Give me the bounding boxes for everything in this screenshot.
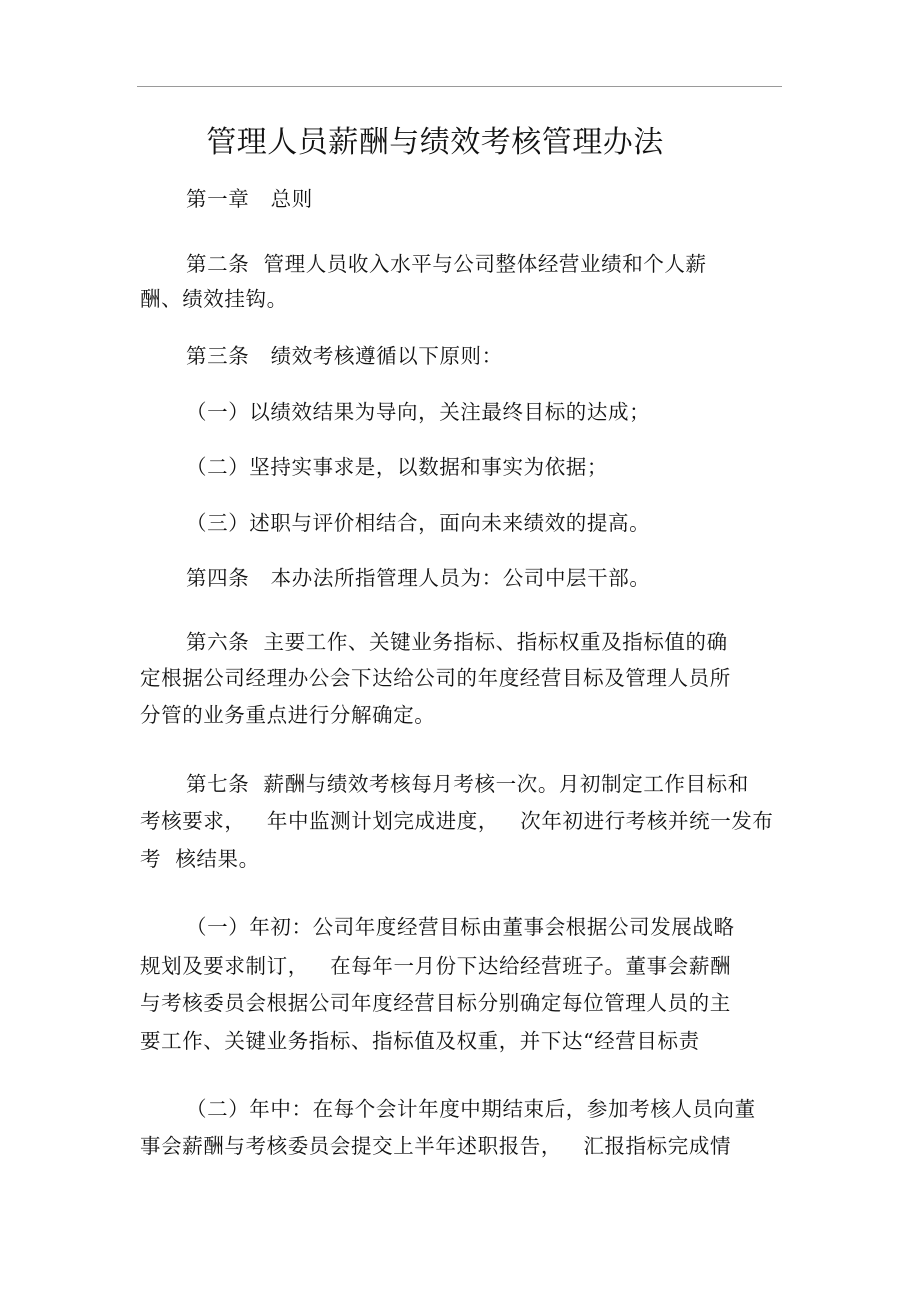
header-rule: [137, 86, 782, 87]
item-1-line-4: 要工作、关键业务指标、指标值及权重，并下达“经营目标责: [140, 1029, 700, 1053]
principle-1: （一）以绩效结果为导向，关注最终目标的达成；: [186, 400, 651, 424]
item-1-line-2: 规划及要求制订， 在每年一月份下达给经营班子。董事会薪酬: [140, 954, 732, 978]
article-2-line-2: 酬、绩效挂钩。: [140, 287, 288, 311]
page-title: 管理人员薪酬与绩效考核管理办法: [206, 125, 664, 160]
article-2-line-1: 第二条 管理人员收入水平与公司整体经营业绩和个人薪: [186, 252, 707, 276]
article-6-line-3: 分管的业务重点进行分解确定。: [140, 703, 436, 727]
item-1-line-1: （一）年初：公司年度经营目标由董事会根据公司发展战略: [186, 915, 735, 939]
article-4: 第四条 本办法所指管理人员为：公司中层干部。: [186, 566, 651, 590]
item-1-line-3: 与考核委员会根据公司年度经营目标分别确定每位管理人员的主: [140, 991, 731, 1015]
article-7-line-1: 第七条 薪酬与绩效考核每月考核一次。月初制定工作目标和: [186, 772, 749, 796]
item-2-line-2: 事会薪酬与考核委员会提交上半年述职报告， 汇报指标完成情: [140, 1134, 732, 1158]
article-3: 第三条 绩效考核遵循以下原则：: [186, 344, 503, 368]
chapter-heading: 第一章 总则: [186, 187, 313, 211]
principle-3: （三）述职与评价相结合，面向未来绩效的提高。: [186, 511, 651, 535]
article-7-line-3: 考 核结果。: [140, 847, 260, 871]
principle-2: （二）坚持实事求是，以数据和事实为依据；: [186, 455, 608, 479]
article-6-line-2: 定根据公司经理办公会下达给公司的年度经营目标及管理人员所: [140, 666, 731, 690]
item-2-line-1: （二）年中：在每个会计年度中期结束后，参加考核人员向董: [186, 1097, 756, 1121]
article-6-line-1: 第六条 主要工作、关键业务指标、指标权重及指标值的确: [186, 630, 728, 654]
article-7-line-2: 考核要求， 年中监测计划完成进度， 次年初进行考核并统一发布: [140, 809, 774, 833]
